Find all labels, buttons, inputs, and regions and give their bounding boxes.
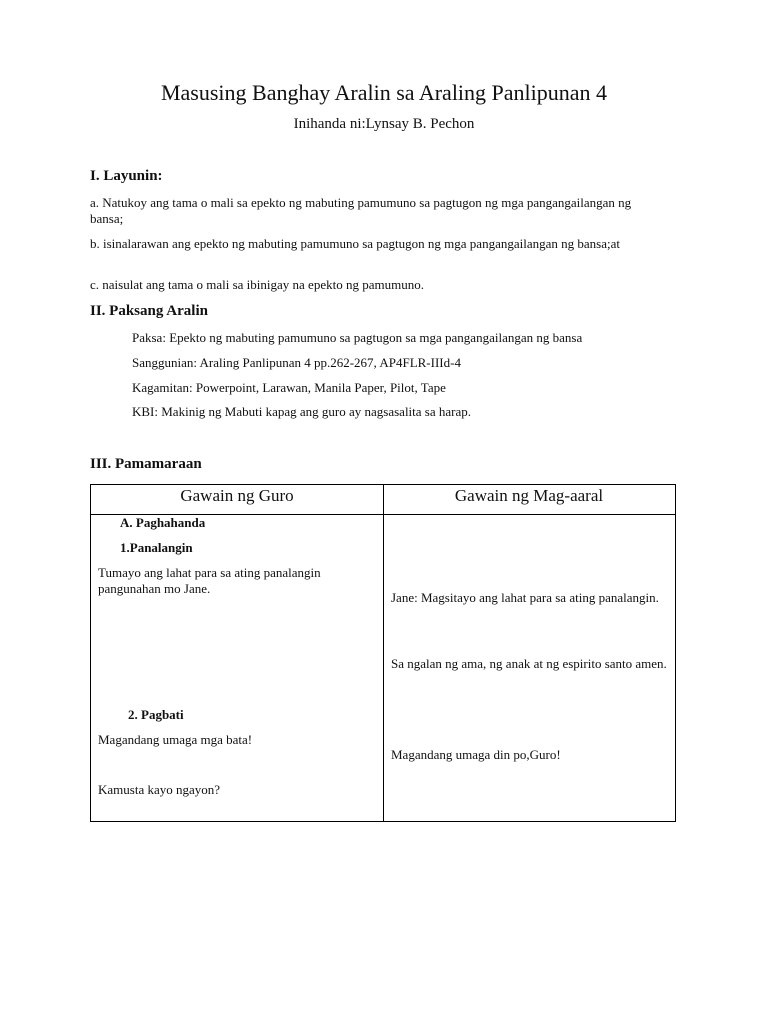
guro-text-pagbati: Magandang umaga mga bata!: [98, 732, 253, 747]
magaaral-text-panalangin: Jane: Magsitayo ang lahat para sa ating panalangin.: [391, 590, 659, 605]
magaaral-text-pagbati: Magandang umaga din po,Guro!: [391, 747, 561, 762]
paksa-line: Paksa: Epekto ng mabuting pamumuno sa pagtugon sa mga pangangailangan ng bansa: [132, 330, 583, 345]
pagbati-heading: 2. Pagbati: [128, 707, 184, 722]
author-line: Inihanda ni:Lynsay B. Pechon: [293, 116, 475, 132]
panalangin-heading: 1.Panalangin: [120, 540, 193, 555]
section-heading-pamamaraan: III. Pamamaraan: [90, 456, 202, 472]
guro-text-kamusta: Kamusta kayo ngayon?: [98, 782, 221, 797]
objective-a: a. Natukoy ang tama o mali sa epekto ng mabuting pamumuno sa pagtugon ng mga pangangailangan ng bansa;: [90, 195, 632, 226]
column-divider: [383, 485, 384, 821]
column-header-guro: Gawain ng Guro: [180, 486, 294, 505]
column-header-magaaral: Gawain ng Mag-aaral: [454, 486, 604, 505]
section-heading-layunin: I. Layunin:: [90, 168, 163, 184]
sanggunian-line: Sanggunian: Araling Panlipunan 4 pp.262-267, AP4FLR-IIId-4: [132, 355, 461, 370]
objective-c: c. naisulat ang tama o mali sa ibinigay na epekto ng pamumuno.: [90, 277, 424, 292]
guro-text-panalangin: Tumayo ang lahat para sa ating panalangin pangunahan mo Jane.: [98, 565, 321, 596]
kagamitan-line: Kagamitan: Powerpoint, Larawan, Manila Paper, Pilot, Tape: [132, 380, 446, 395]
magaaral-text-amen: Sa ngalan ng ama, ng anak at ng espirito santo amen.: [391, 656, 667, 671]
section-heading-paksang-aralin: II. Paksang Aralin: [90, 303, 208, 319]
objective-b: b. isinalarawan ang epekto ng mabuting pamumuno sa pagtugon ng mga pangangailangan ng bansa;at: [90, 236, 620, 251]
paghahanda-heading: A. Paghahanda: [120, 515, 206, 530]
kbi-line: KBI: Makinig ng Mabuti kapag ang guro ay nagsasalita sa harap.: [132, 404, 471, 419]
document-title: Masusing Banghay Aralin sa Araling Panlipunan 4: [160, 80, 608, 105]
activity-table: [90, 484, 676, 822]
